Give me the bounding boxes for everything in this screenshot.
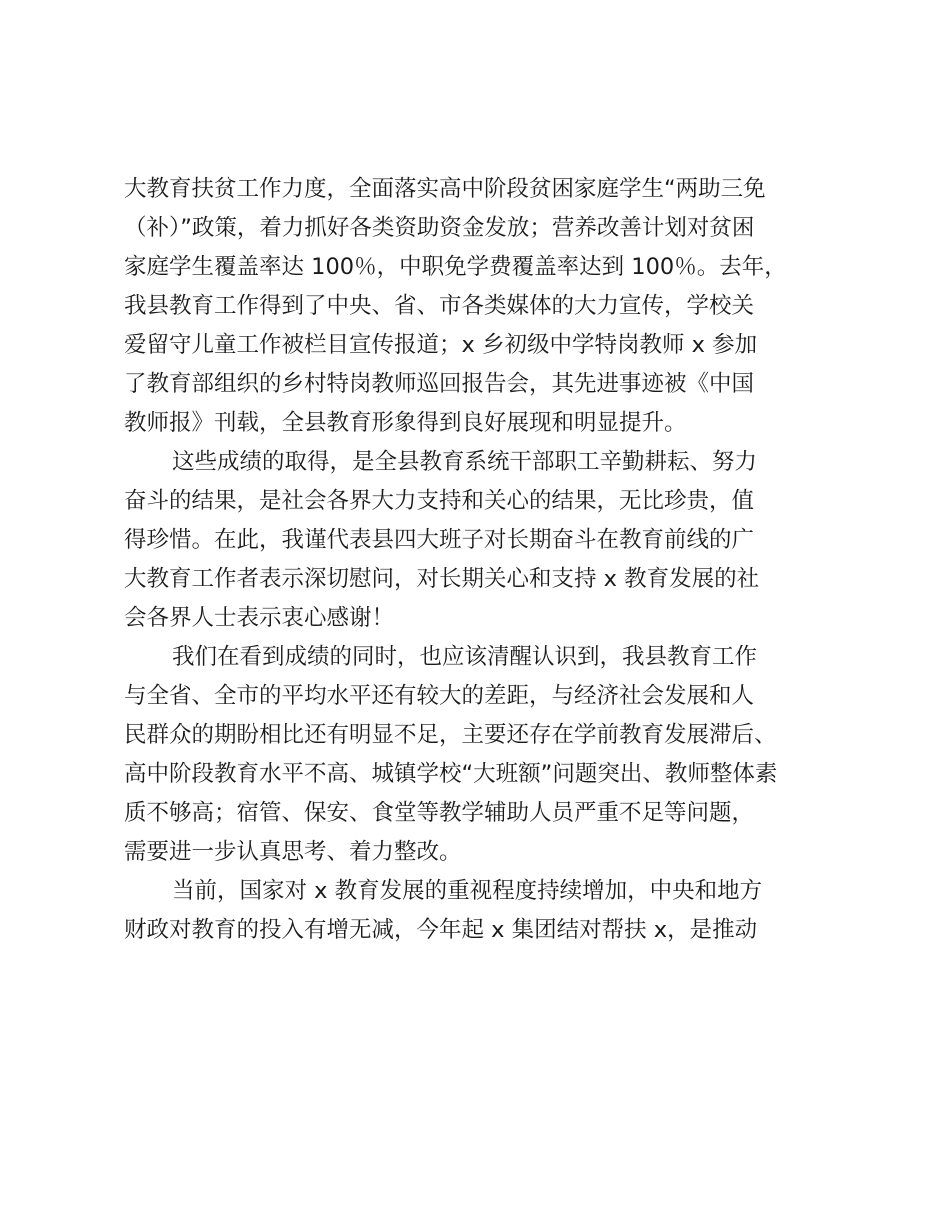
text-line: 家庭学生覆盖率达 100％，中职免学费覆盖率达到 100％。去年， bbox=[124, 254, 787, 280]
text-line: 会各界人士表示衷心感谢！ bbox=[124, 605, 395, 631]
text-line: 我县教育工作得到了中央、省、市各类媒体的大力宣传，学校关 bbox=[124, 293, 755, 319]
document-body bbox=[124, 170, 854, 950]
text-line: 爱留守儿童工作被栏目宣传报道；x 乡初级中学特岗教师 x 参加 bbox=[124, 332, 758, 358]
text-line: 需要进一步认真思考、着力整改。 bbox=[124, 839, 462, 865]
text-line: 大教育工作者表示深切慰问，对长期关心和支持 x 教育发展的社 bbox=[124, 566, 760, 592]
paragraph-start-line: 这些成绩的取得，是全县教育系统干部职工辛勤耕耘、努力 bbox=[172, 449, 758, 475]
paragraph-start-line: 我们在看到成绩的同时，也应该清醒认识到，我县教育工作 bbox=[172, 644, 758, 670]
paragraph-start-line: 当前，国家对 x 教育发展的重视程度持续增加，中央和地方 bbox=[172, 878, 763, 904]
text-line: 与全省、全市的平均水平还有较大的差距，与经济社会发展和人 bbox=[124, 683, 755, 709]
text-line: 得珍惜。在此，我谨代表县四大班子对长期奋斗在教育前线的广 bbox=[124, 527, 755, 553]
text-line: 高中阶段教育水平不高、城镇学校“大班额”问题突出、教师整体素 bbox=[124, 761, 778, 787]
text-line: 教师报》刊载，全县教育形象得到良好展现和明显提升。 bbox=[124, 410, 687, 436]
text-line: 大教育扶贫工作力度，全面落实高中阶段贫困家庭学生“两助三免 bbox=[124, 176, 766, 202]
text-line: 了教育部组织的乡村特岗教师巡回报告会，其先进事迹被《中国 bbox=[124, 371, 755, 397]
text-line: 奋斗的结果，是社会各界大力支持和关心的结果，无比珍贵，值 bbox=[124, 488, 755, 514]
text-line: （补）”政策，着力抓好各类资助资金发放；营养改善计划对贫困 bbox=[124, 215, 755, 241]
text-line: 民群众的期盼相比还有明显不足，主要还存在学前教育发展滞后、 bbox=[124, 722, 777, 748]
text-line: 财政对教育的投入有增无减，今年起 x 集团结对帮扶 x，是推动 bbox=[124, 917, 758, 943]
text-line: 质不够高；宿管、保安、食堂等教学辅助人员严重不足等问题， bbox=[124, 800, 755, 826]
